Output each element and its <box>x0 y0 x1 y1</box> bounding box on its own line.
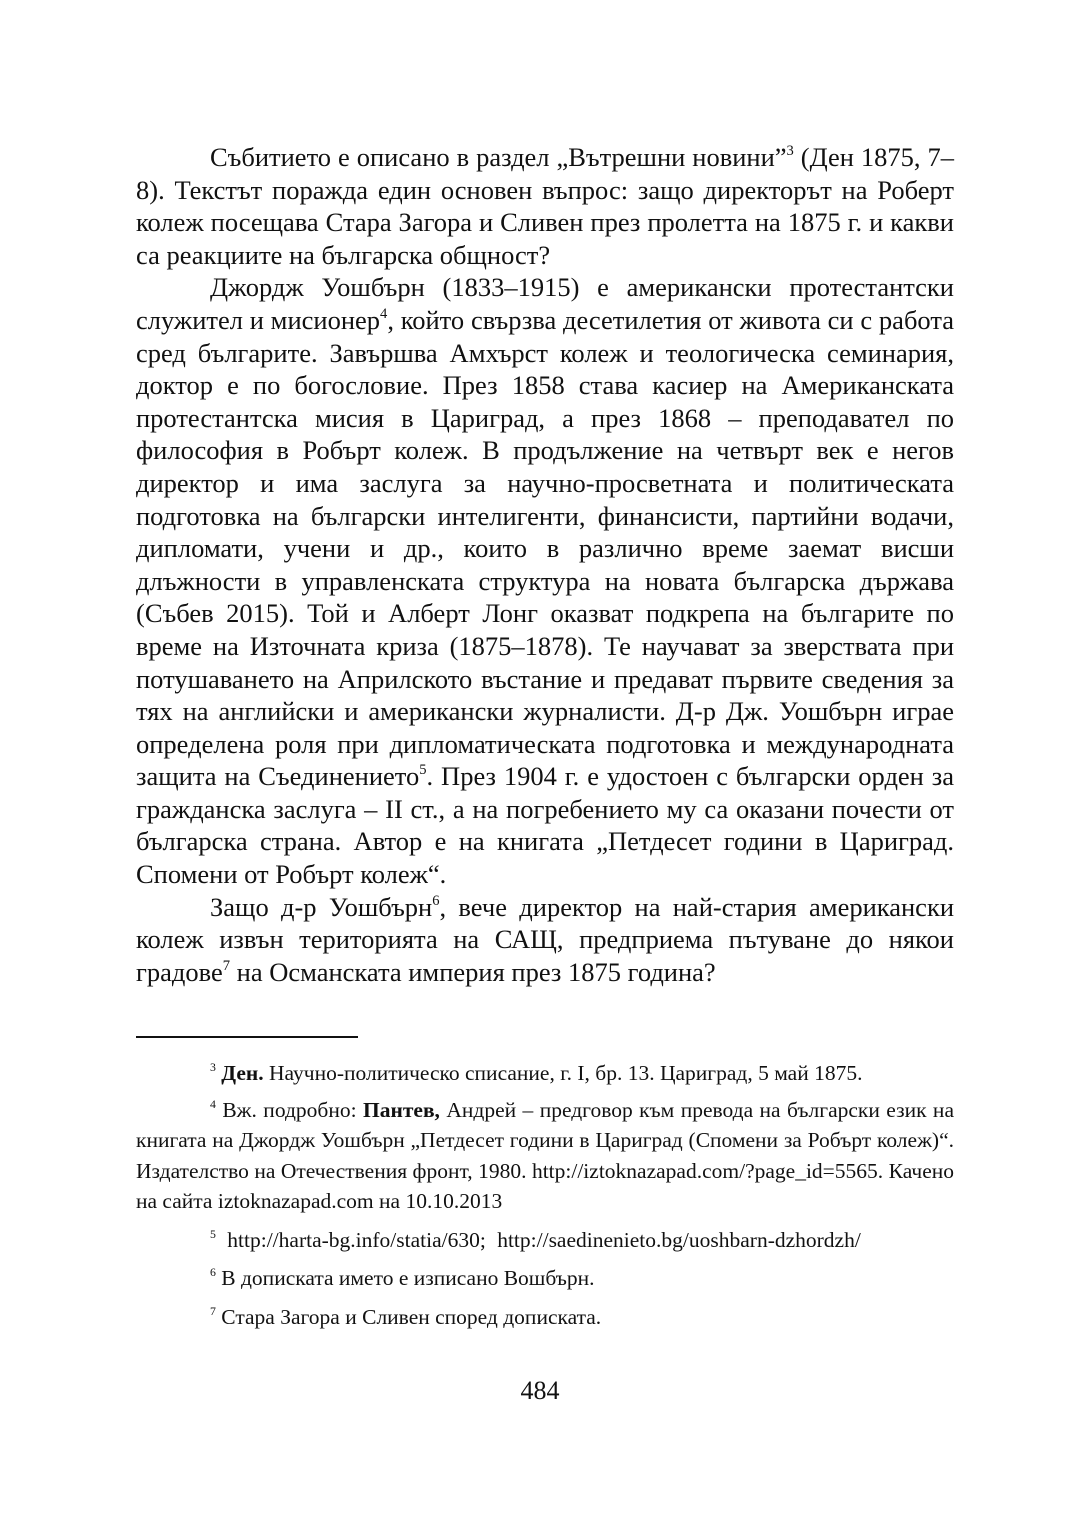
footnote-text: Стара Загора и Сливен според дописката. <box>215 1304 602 1329</box>
paragraph-2-text: Джордж Уошбърн (1833–1915) е американски протестантски служител и мисионер <box>136 272 954 335</box>
footnote-4 <box>136 1095 954 1217</box>
paragraph-1-text: Събитието е описано в раздел „Вътрешни новини” <box>210 142 787 172</box>
footnote-bold: Ден. <box>221 1061 264 1085</box>
footnote-ref-7[interactable]: 7 <box>222 957 231 974</box>
footnotes <box>136 1058 954 1340</box>
footnote-6 <box>136 1263 954 1294</box>
paragraph-3-text-cont: , вече директор на най-стария американски колеж извън територията на САЩ, предприема пътуване до някои градове <box>136 891 954 987</box>
footnote-ref-4[interactable]: 4 <box>380 306 388 323</box>
footnote-number: 6 <box>210 1265 216 1280</box>
paragraph-2-text-cont: , който свързва десетилетия от живота си с работа сред българите. Завършва Амхърст колеж и теологическа семинария, доктор е по богословие. През 1858 става касиер на Американската протестантска мисия в Цариград, а през 1868 – преподавател по философия в Робърт колеж. В продължение на четвърт век е негов директор и има заслуга за научно-просветната и политическата подготовка на български интелигенти, финансисти, партийни водачи, дипломати, учени и др., които в различно време заемат висши длъжности в управленската структура на новата българска държава (Събев 2015). Той и Алберт Лонг оказват подкрепа на българите по време на Източната криза (1875–1878). Те научават за зверствата при потушаването на Априлското въстание и предават първите сведения за тях на английски и американски журналисти. Д-р Дж. Уошбърн играе определена роля при дипломатическата подготовка и международната защита на Съединението <box>136 304 954 792</box>
main-text <box>136 141 954 988</box>
footnote-number: 7 <box>210 1303 216 1318</box>
footnote-number: 4 <box>210 1096 216 1111</box>
footnote-text: В дописката името е изписано Вошбърн. <box>215 1266 595 1290</box>
footnote-separator <box>136 1036 358 1038</box>
paragraph-2-text-end: . През 1904 г. е удостоен с български орден за гражданска заслуга – II ст., а на погребението му са оказани почести от българска страна. Автор е на книгата „Петдесет години в Цариград. Спомени от Робърт колеж“. <box>136 761 954 890</box>
footnote-ref-6[interactable]: 6 <box>432 892 440 909</box>
paragraph-2 <box>136 271 954 890</box>
paragraph-1-text-cont: (Ден 1875, 7–8). Текстът поражда един основен въпрос: защо директорът на Роберт колеж посещава Стара Загора и Сливен през пролетта на 1875 г. и какви са реакциите на българска общност? <box>136 142 955 270</box>
footnote-7 <box>136 1302 954 1333</box>
footnote-number: 5 <box>210 1226 216 1241</box>
footnote-ref-3[interactable]: 3 <box>786 143 794 160</box>
paragraph-3-text: Защо д-р Уошбърн <box>210 891 433 922</box>
footnote-5 <box>136 1225 954 1256</box>
footnote-text: Вж. подробно: <box>215 1097 363 1122</box>
page-number: 484 <box>520 1376 560 1405</box>
footnote-text[interactable]: http://harta-bg.info/statia/630; http://saedinenieto.bg/uoshbarn-dzhordzh/ <box>215 1227 861 1252</box>
footnote-number: 3 <box>210 1060 216 1075</box>
footnote-3 <box>136 1058 954 1089</box>
footnote-ref-5[interactable]: 5 <box>419 762 427 779</box>
footnote-bold: Пантев, <box>362 1097 440 1122</box>
footnote-text-cont: Андрей – предговор към превода на български език на книгата на Джордж Уошбърн „Петдесет години в Цариград (Спомени за Робърт колеж)“. Издателство на Отечествения фронт, 1980. http://iztoknazapad.com/?page_id=5565. Качено на сайта iztoknazapad.com на 10.10.2013 <box>136 1097 954 1213</box>
paragraph-1 <box>136 141 954 271</box>
paragraph-3-text-end: на Османската империя през 1875 година? <box>230 956 716 987</box>
paragraph-3 <box>136 891 954 989</box>
footnote-text: Научно-политическо списание, г. I, бр. 13. Цариград, 5 май 1875. <box>263 1061 863 1085</box>
